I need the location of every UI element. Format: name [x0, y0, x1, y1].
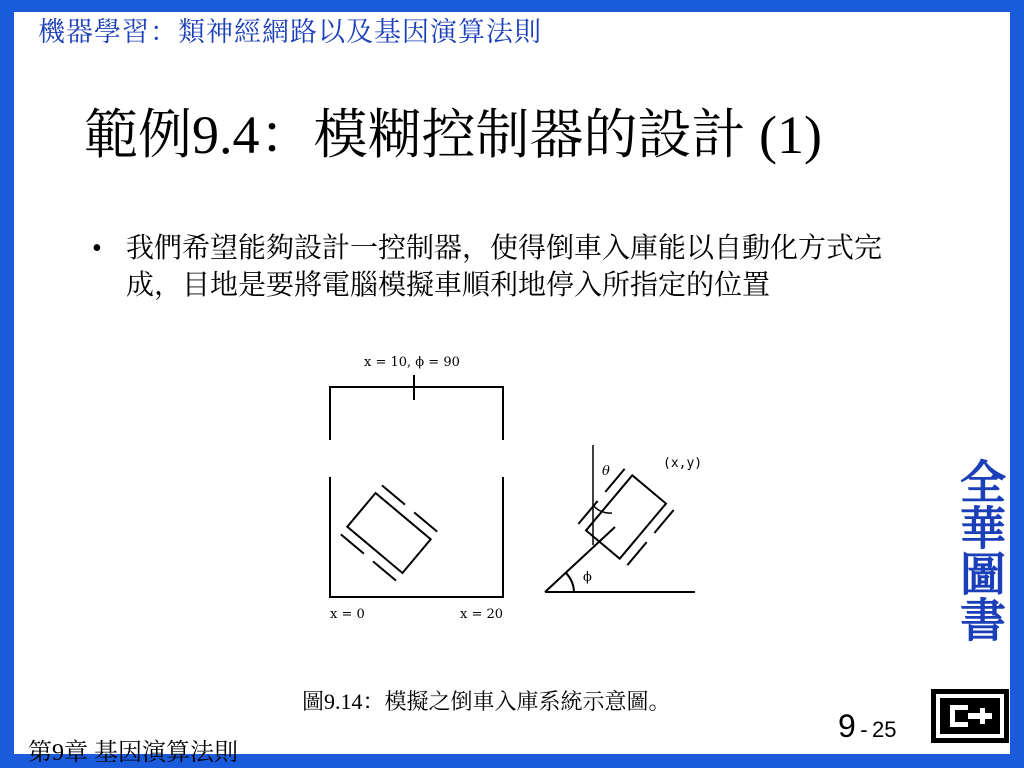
bullet-marker: • [92, 233, 102, 264]
course-title: 機器學習：類神經網路以及基因演算法則 [38, 17, 542, 47]
phi-arc [566, 573, 574, 592]
car-in-garage [341, 485, 437, 580]
publisher-name: 全華圖書 [954, 458, 1006, 642]
page-index: 25 [872, 717, 897, 742]
garage-top-wall [330, 387, 503, 440]
page-separator: - [860, 717, 868, 742]
label-x-zero: x = 0 [330, 607, 365, 622]
slide-title: 範例9.4：模糊控制器的設計 (1) [84, 105, 822, 165]
label-theta: θ [602, 464, 610, 479]
parking-diagram [310, 345, 740, 630]
publisher-logo-icon [930, 688, 1010, 744]
page-number [838, 708, 897, 745]
label-coord: (x,y) [663, 456, 703, 471]
figure-caption: 圖9.14：模擬之倒車入庫系統示意圖。 [302, 689, 671, 714]
bullet-text: 我們希望能夠設計一控制器，使得倒車入庫能以自動化方式完成，目地是要將電腦模擬車順利地停入所指定的位置 [126, 233, 883, 301]
chapter-number: 9 [838, 708, 856, 744]
label-top: x = 10, ϕ = 90 [364, 355, 460, 370]
chapter-footer: 第9章 基因演算法則 [28, 740, 238, 766]
label-x-twenty: x = 20 [460, 607, 504, 622]
garage-lower-wall [330, 477, 503, 597]
label-phi: ϕ [583, 570, 592, 585]
slope-line [545, 527, 615, 592]
